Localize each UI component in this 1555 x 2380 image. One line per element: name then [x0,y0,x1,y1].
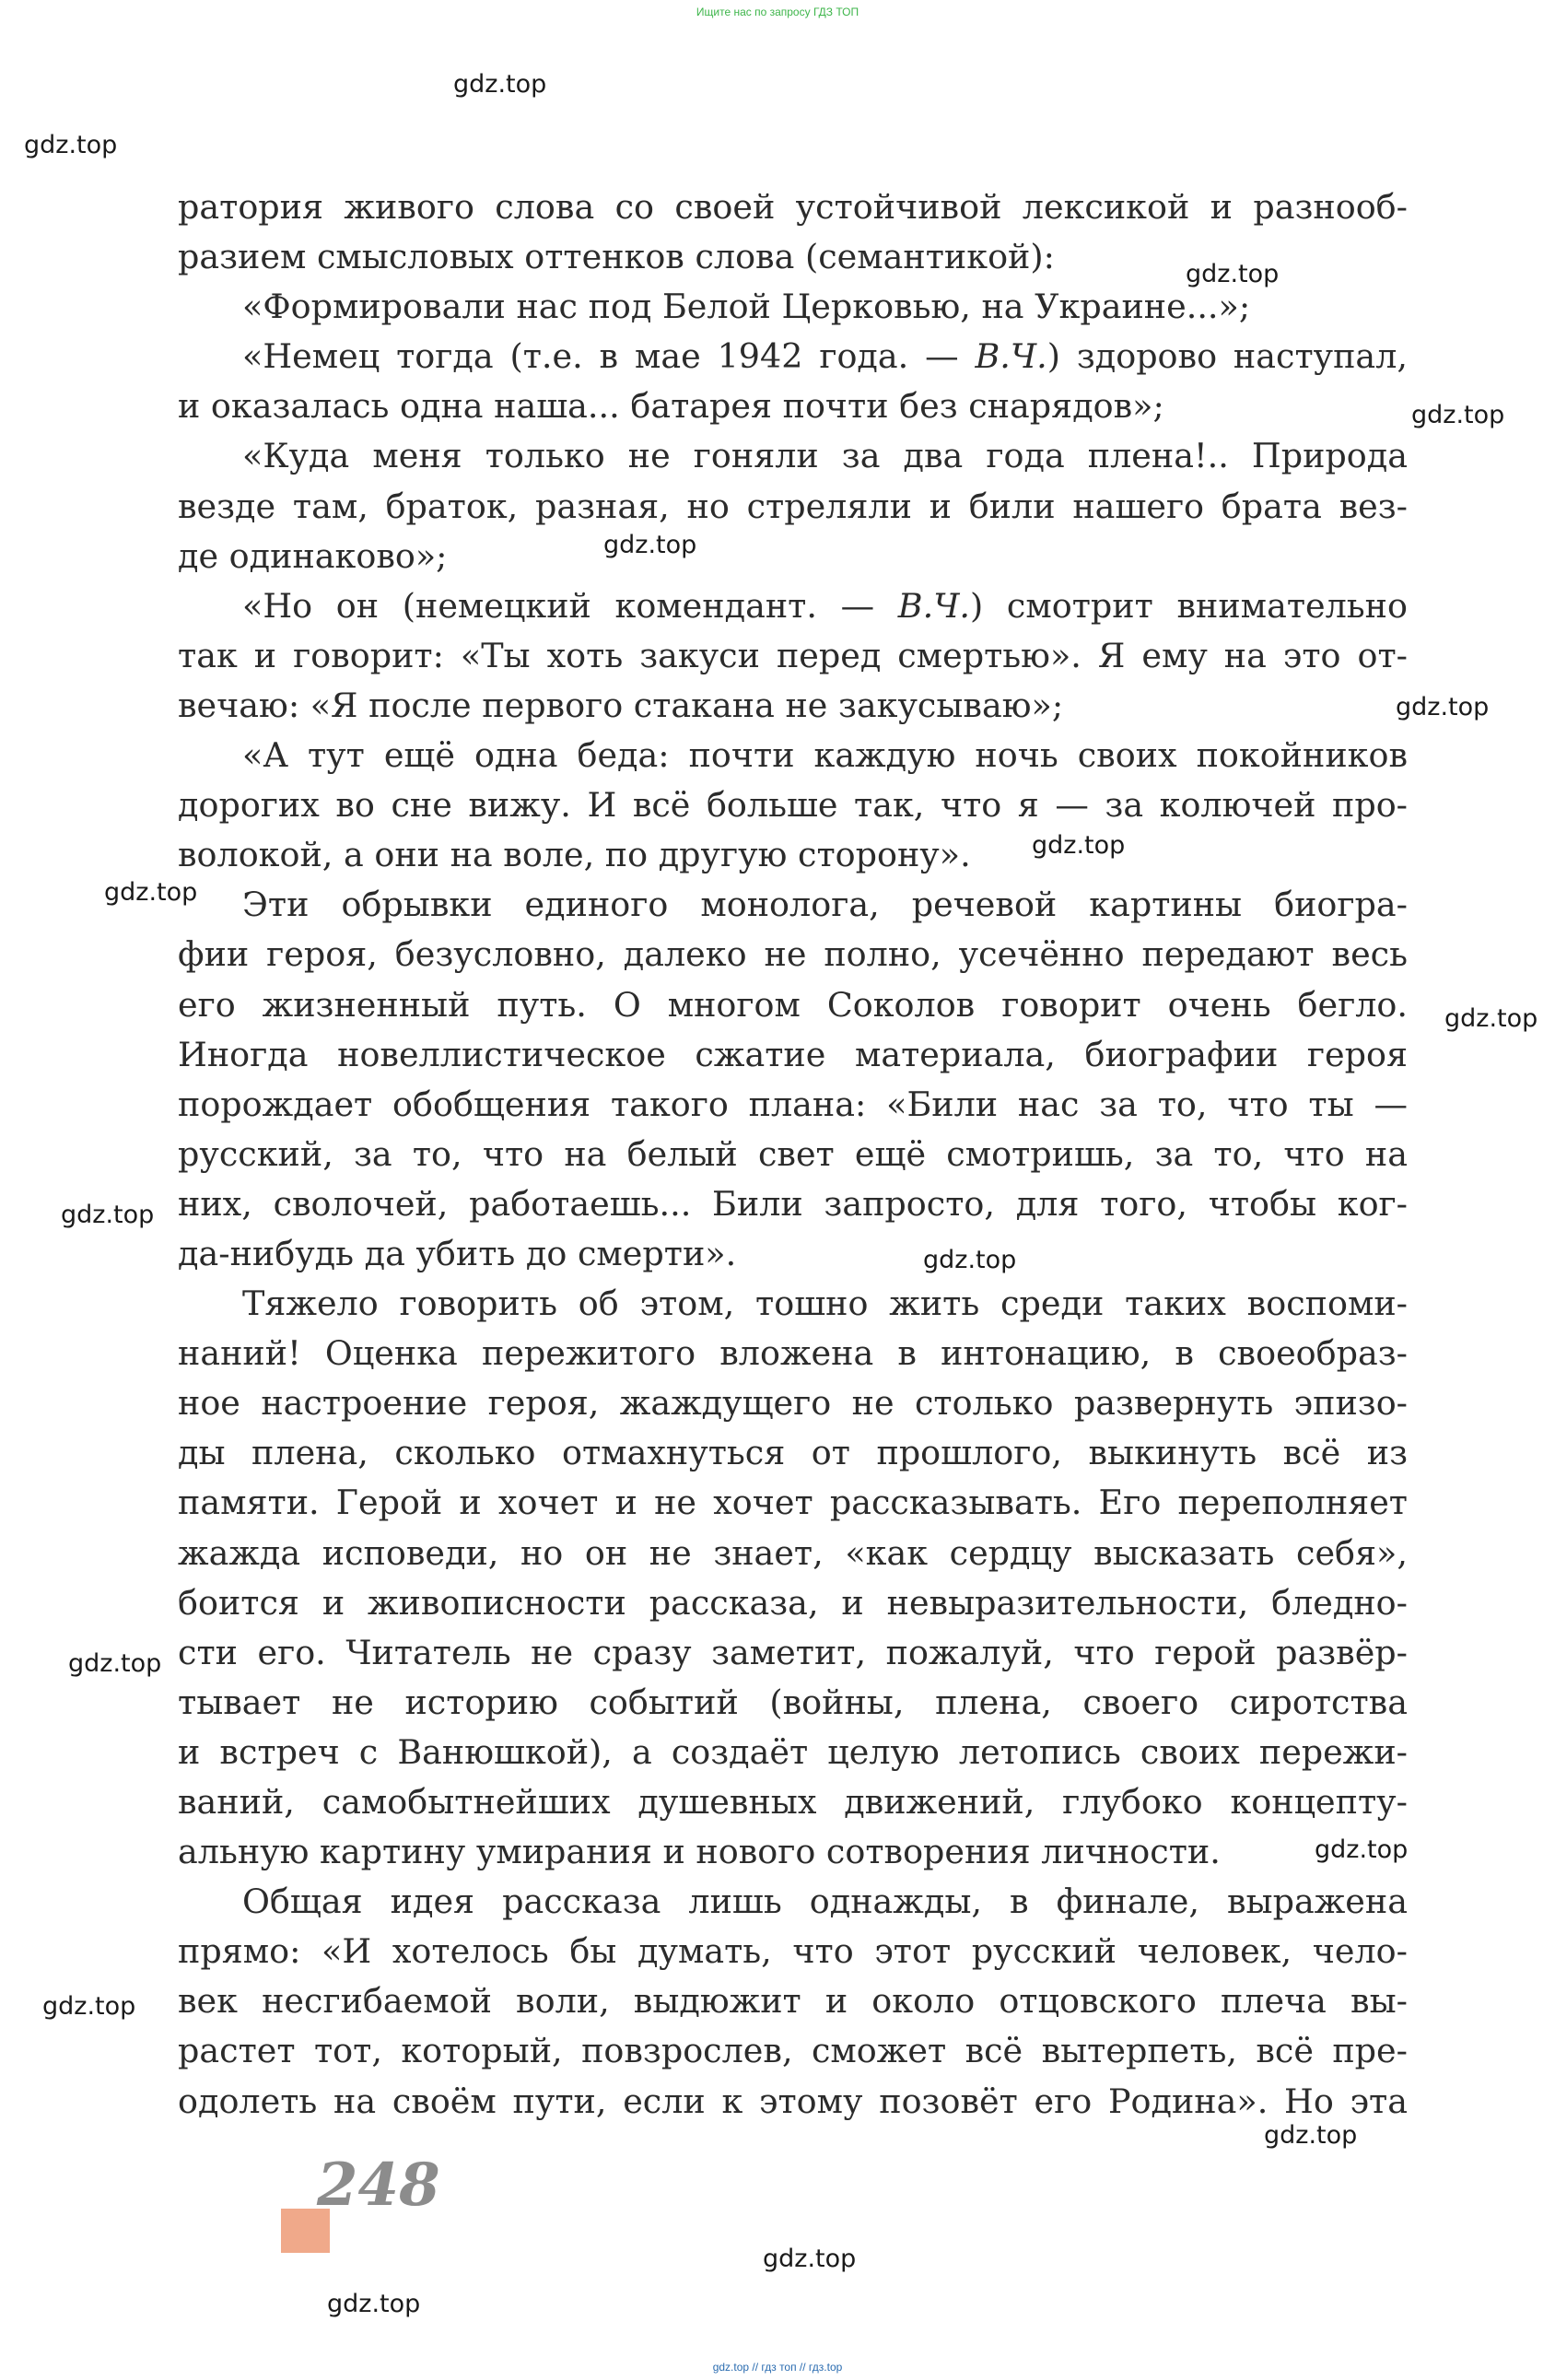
text-fragment: ) смотрит внимательно [970,585,1408,626]
watermark: gdz.top [61,1201,155,1229]
text-line: русский, за то, что на белый свет ещё смотришь, за то, что на [178,1133,1408,1174]
text-line: волокой, а они на воле, по другую сторону». [178,835,971,875]
text-line: боится и живописности рассказа, и невыразительности, бледно- [178,1582,1408,1623]
watermark: gdz.top [327,2290,421,2318]
watermark: gdz.top [1186,260,1280,288]
text-line: ное настроение героя, жаждущего не столько развернуть эпизо- [178,1383,1408,1424]
text-line: да-нибудь да убить до смерти». [178,1233,737,1273]
text-line: и оказалась одна наша... батарея почти без снарядов»; [178,386,1164,427]
watermark: gdz.top [1264,2121,1358,2150]
text-line: разием смысловых оттенков слова (семантикой): [178,237,1055,277]
page-number: 248 [317,2151,440,2220]
text-line: тывает не историю событий (войны, плена, своего сиротства [178,1682,1408,1722]
author-initials: В.Ч. [897,585,971,626]
text-line: везде там, браток, разная, но стреляли и били нашего брата вез- [178,486,1408,526]
text-line: Эти обрывки единого монолога, речевой картины биогра- [242,885,1408,925]
text-line: «Формировали нас под Белой Церковью, на Украине...»; [242,287,1251,327]
text-line: де одинаково»; [178,535,448,576]
text-line: ды плена, сколько отмахнуться от прошлого, выкинуть всё из [178,1433,1408,1473]
watermark: gdz.top [42,1992,136,2021]
text-line: сти его. Читатель не сразу заметит, пожалуй, что герой развёр- [178,1632,1408,1672]
author-initials: В.Ч. [975,336,1047,377]
watermark: gdz.top [923,1246,1017,1274]
footer-banner[interactable]: gdz.top // гдз топ // гдз.top [712,2361,843,2374]
text-line: Иногда новеллистическое сжатие материала, биографии героя [178,1034,1408,1074]
text-line: прямо: «И хотелось бы думать, что этот русский человек, чело- [178,1931,1408,1972]
text-line: наний! Оценка пережитого вложена в интонацию, в своеобраз- [178,1333,1408,1374]
watermark: gdz.top [1315,1835,1409,1864]
text-line: дорогих во сне вижу. И всё больше так, что я — за колючей про- [178,785,1408,826]
text-line: жажда исповеди, но он не знает, «как сердцу высказать себя», [178,1532,1408,1573]
text-line: так и говорит: «Ты хоть закуси перед смертью». Я ему на это от- [178,635,1408,675]
watermark: gdz.top [68,1649,162,1678]
watermark: gdz.top [763,2245,857,2273]
text-line: его жизненный путь. О многом Соколов говорит очень бегло. [178,984,1408,1025]
text-line [178,332,1408,381]
text-line: растет тот, который, повзрослев, сможет всё вытерпеть, всё пре- [178,2031,1408,2071]
text-line: ратория живого слова со своей устойчивой лексикой и разнооб- [178,187,1408,227]
watermark: gdz.top [453,70,547,99]
watermark: gdz.top [603,531,697,559]
body-text [178,182,1408,2127]
watermark: gdz.top [1444,1004,1538,1033]
text-line: памяти. Герой и хочет и не хочет рассказывать. Его переполняет [178,1483,1408,1523]
watermark: gdz.top [104,878,198,907]
watermark: gdz.top [1032,831,1126,860]
text-line: вечаю: «Я после первого стакана не закусываю»; [178,685,1064,725]
text-line: альную картину умирания и нового сотворения личности. [178,1832,1221,1872]
text-fragment: «Но он (немецкий комендант. — [242,585,875,626]
header-banner[interactable]: Ищите нас по запросу ГДЗ ТОП [696,6,859,18]
text-line: одолеть на своём пути, если к этому позовёт его Родина». Но эта [178,2081,1408,2121]
text-line: порождает обобщения такого плана: «Били нас за то, что ты — [178,1084,1408,1124]
text-fragment: ) здорово наступал, [1046,336,1408,377]
watermark: gdz.top [1411,401,1505,429]
text-line [178,581,1408,631]
text-line: «А тут ещё одна беда: почти каждую ночь своих покойников [242,735,1408,776]
watermark: gdz.top [1396,693,1490,721]
text-line: них, сволочей, работаешь... Били запросто, для того, чтобы ког- [178,1183,1408,1224]
text-line: век несгибаемой воли, выдюжит и около отцовского плеча вы- [178,1981,1408,2022]
text-line: Тяжело говорить об этом, тошно жить среди таких воспоми- [242,1284,1408,1324]
text-line: фии героя, безусловно, далеко не полно, усечённо передают весь [178,934,1408,975]
text-line: «Куда меня только не гоняли за два года плена!.. Природа [242,436,1408,476]
text-line: и встреч с Ванюшкой), а создаёт целую летопись своих пережи- [178,1731,1408,1772]
text-fragment: «Немец тогда (т.е. в мае 1942 года. — [242,336,959,377]
watermark: gdz.top [24,131,118,159]
text-line: ваний, самобытнейших душевных движений, глубоко концепту- [178,1782,1408,1822]
text-line: Общая идея рассказа лишь однажды, в финале, выражена [242,1882,1408,1922]
